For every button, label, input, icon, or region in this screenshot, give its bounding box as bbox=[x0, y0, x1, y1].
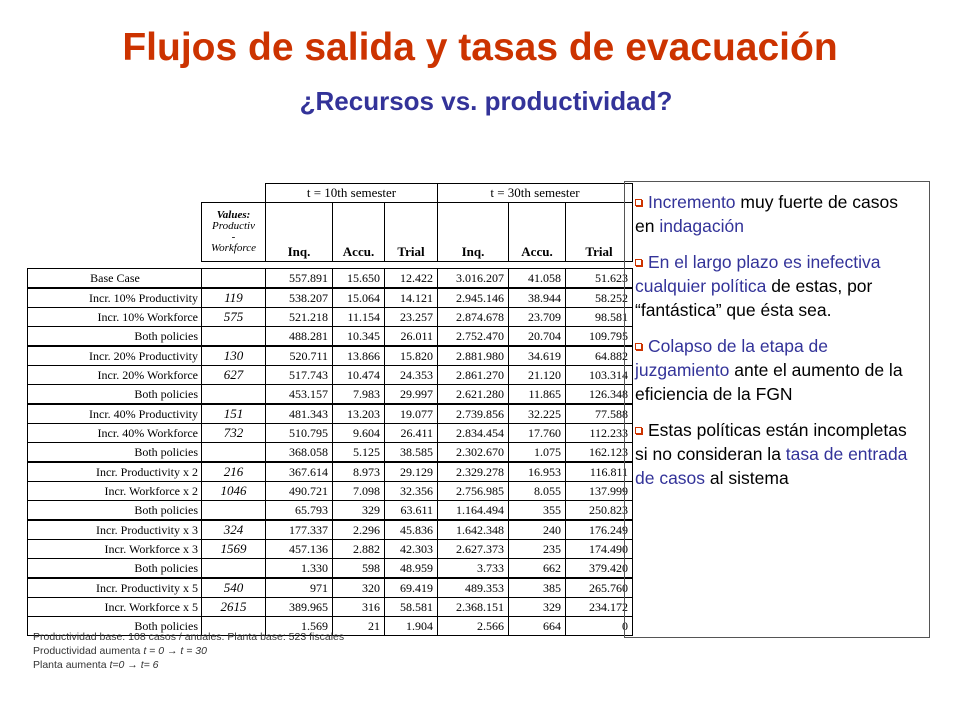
table-cell: 98.581 bbox=[566, 308, 633, 327]
row-label: Incr. 10% Workforce bbox=[28, 308, 202, 327]
table-cell: 389.965 bbox=[266, 598, 333, 617]
table-cell: 19.077 bbox=[385, 404, 438, 424]
table-row bbox=[28, 346, 633, 366]
row-value: 575 bbox=[202, 308, 266, 327]
row-value: 2615 bbox=[202, 598, 266, 617]
table-cell: 1.569 bbox=[266, 617, 333, 636]
table-cell: 21.120 bbox=[509, 366, 566, 385]
table-cell: 2.621.280 bbox=[438, 385, 509, 405]
table-cell: 367.614 bbox=[266, 462, 333, 482]
row-value: 151 bbox=[202, 404, 266, 424]
table-row bbox=[28, 327, 633, 347]
column-header: Trial bbox=[566, 203, 633, 262]
table-cell: 971 bbox=[266, 578, 333, 598]
table-cell: 11.154 bbox=[333, 308, 385, 327]
table-cell: 11.865 bbox=[509, 385, 566, 405]
table-cell: 10.474 bbox=[333, 366, 385, 385]
row-label: Both policies bbox=[28, 617, 202, 636]
table-cell: 42.303 bbox=[385, 540, 438, 559]
table-cell: 3.016.207 bbox=[438, 269, 509, 289]
table-row bbox=[28, 540, 633, 559]
table-cell: 2.302.670 bbox=[438, 443, 509, 463]
table-cell: 10.345 bbox=[333, 327, 385, 347]
table-cell: 2.834.454 bbox=[438, 424, 509, 443]
row-label: Incr. 20% Workforce bbox=[28, 366, 202, 385]
table-cell: 5.125 bbox=[333, 443, 385, 463]
table-cell: 12.422 bbox=[385, 269, 438, 289]
table-cell: 490.721 bbox=[266, 482, 333, 501]
table-row bbox=[28, 366, 633, 385]
results-table bbox=[27, 183, 633, 636]
table-cell: 26.411 bbox=[385, 424, 438, 443]
table-row bbox=[28, 443, 633, 463]
table-row bbox=[28, 308, 633, 327]
table-cell: 7.098 bbox=[333, 482, 385, 501]
table-cell: 1.075 bbox=[509, 443, 566, 463]
note-line-3: Planta aumenta t=0 → t= 6 bbox=[33, 659, 159, 671]
table-cell: 29.129 bbox=[385, 462, 438, 482]
row-label: Both policies bbox=[28, 559, 202, 579]
table-cell: 2.329.278 bbox=[438, 462, 509, 482]
table-cell: 2.861.270 bbox=[438, 366, 509, 385]
table-cell: 521.218 bbox=[266, 308, 333, 327]
table-cell: 77.588 bbox=[566, 404, 633, 424]
table-cell: 24.353 bbox=[385, 366, 438, 385]
table-cell: 329 bbox=[509, 598, 566, 617]
table-cell: 58.581 bbox=[385, 598, 438, 617]
note-line-1: Productividad base. 108 casos / anuales. Planta base: 523 fiscales bbox=[33, 631, 345, 643]
table-cell: 116.811 bbox=[566, 462, 633, 482]
bullet-item-3: Colapso de la etapa de juzgamiento ante el aumento de la eficiencia de la FGN bbox=[635, 336, 903, 404]
table-cell: 598 bbox=[333, 559, 385, 579]
bullet-panel bbox=[624, 181, 930, 638]
bullet-item-2: En el largo plazo es inefectiva cualquier política de estas, por “fantástica” que ésta sea. bbox=[635, 252, 881, 320]
table-cell: 234.172 bbox=[566, 598, 633, 617]
table-cell: 174.490 bbox=[566, 540, 633, 559]
square-bullet-icon bbox=[635, 259, 642, 266]
table-cell: 240 bbox=[509, 520, 566, 540]
row-label: Incr. 40% Productivity bbox=[28, 404, 202, 424]
table-cell: 41.058 bbox=[509, 269, 566, 289]
table-cell: 8.973 bbox=[333, 462, 385, 482]
table-cell: 481.343 bbox=[266, 404, 333, 424]
table-cell: 34.619 bbox=[509, 346, 566, 366]
row-label: Incr. Productivity x 5 bbox=[28, 578, 202, 598]
table-cell: 126.348 bbox=[566, 385, 633, 405]
table-row bbox=[28, 520, 633, 540]
table-cell: 109.795 bbox=[566, 327, 633, 347]
table-cell: 8.055 bbox=[509, 482, 566, 501]
table-cell: 385 bbox=[509, 578, 566, 598]
table-cell: 538.207 bbox=[266, 288, 333, 308]
table-cell: 23.709 bbox=[509, 308, 566, 327]
table-row bbox=[28, 424, 633, 443]
table-cell: 17.760 bbox=[509, 424, 566, 443]
table-cell: 379.420 bbox=[566, 559, 633, 579]
bullet-item-1: Incremento muy fuerte de casos en indagación bbox=[635, 192, 898, 236]
table-cell: 58.252 bbox=[566, 288, 633, 308]
table-cell: 15.650 bbox=[333, 269, 385, 289]
row-label: Incr. 20% Productivity bbox=[28, 346, 202, 366]
table-cell: 368.058 bbox=[266, 443, 333, 463]
table-cell: 64.882 bbox=[566, 346, 633, 366]
column-header: Trial bbox=[385, 203, 438, 262]
table-cell: 26.011 bbox=[385, 327, 438, 347]
table-cell: 2.881.980 bbox=[438, 346, 509, 366]
row-label: Both policies bbox=[28, 385, 202, 405]
table-cell: 177.337 bbox=[266, 520, 333, 540]
table-cell: 20.704 bbox=[509, 327, 566, 347]
table-row bbox=[28, 578, 633, 598]
page-title: Flujos de salida y tasas de evacuación bbox=[122, 26, 838, 69]
table-cell: 329 bbox=[333, 501, 385, 521]
table-cell: 38.944 bbox=[509, 288, 566, 308]
table-cell: 48.959 bbox=[385, 559, 438, 579]
table-cell: 176.249 bbox=[566, 520, 633, 540]
table-notes bbox=[33, 630, 344, 672]
column-header: Inq. bbox=[438, 203, 509, 262]
row-label: Incr. Workforce x 3 bbox=[28, 540, 202, 559]
table-cell: 520.711 bbox=[266, 346, 333, 366]
table-cell: 65.793 bbox=[266, 501, 333, 521]
table-cell: 355 bbox=[509, 501, 566, 521]
row-label: Incr. 40% Workforce bbox=[28, 424, 202, 443]
table-cell: 2.296 bbox=[333, 520, 385, 540]
group-header: t = 30th semester bbox=[438, 184, 633, 203]
table-cell: 16.953 bbox=[509, 462, 566, 482]
table-cell: 457.136 bbox=[266, 540, 333, 559]
table-cell: 23.257 bbox=[385, 308, 438, 327]
table-row bbox=[28, 482, 633, 501]
table-cell: 662 bbox=[509, 559, 566, 579]
row-value bbox=[202, 269, 266, 289]
values-label: Values: Productiv - Workforce bbox=[202, 203, 266, 262]
table-row bbox=[28, 598, 633, 617]
row-label: Both policies bbox=[28, 443, 202, 463]
row-value: 130 bbox=[202, 346, 266, 366]
table-cell: 488.281 bbox=[266, 327, 333, 347]
row-value: 1569 bbox=[202, 540, 266, 559]
row-value: 627 bbox=[202, 366, 266, 385]
table-cell: 1.330 bbox=[266, 559, 333, 579]
table-cell: 557.891 bbox=[266, 269, 333, 289]
square-bullet-icon bbox=[635, 199, 642, 206]
table-row bbox=[28, 385, 633, 405]
row-value bbox=[202, 327, 266, 347]
table-cell: 2.874.678 bbox=[438, 308, 509, 327]
table-cell: 13.866 bbox=[333, 346, 385, 366]
row-label: Incr. Workforce x 2 bbox=[28, 482, 202, 501]
table-cell: 51.623 bbox=[566, 269, 633, 289]
table-cell: 2.756.985 bbox=[438, 482, 509, 501]
table-cell: 517.743 bbox=[266, 366, 333, 385]
table-cell: 2.739.856 bbox=[438, 404, 509, 424]
bullet-item-4: Estas políticas están incompletas si no consideran la tasa de entrada de casos al sistema bbox=[635, 420, 908, 488]
table-row-base bbox=[28, 269, 633, 289]
table-cell: 250.823 bbox=[566, 501, 633, 521]
table-cell: 1.642.348 bbox=[438, 520, 509, 540]
table-cell: 265.760 bbox=[566, 578, 633, 598]
row-label: Incr. Workforce x 5 bbox=[28, 598, 202, 617]
column-header: Inq. bbox=[266, 203, 333, 262]
table-cell: 32.225 bbox=[509, 404, 566, 424]
table-cell: 32.356 bbox=[385, 482, 438, 501]
row-value bbox=[202, 559, 266, 579]
table-cell: 3.733 bbox=[438, 559, 509, 579]
table-cell: 510.795 bbox=[266, 424, 333, 443]
table-cell: 14.121 bbox=[385, 288, 438, 308]
table-cell: 0 bbox=[566, 617, 633, 636]
row-value: 732 bbox=[202, 424, 266, 443]
table-cell: 1.904 bbox=[385, 617, 438, 636]
table-cell: 2.627.373 bbox=[438, 540, 509, 559]
table-cell: 69.419 bbox=[385, 578, 438, 598]
table-cell: 2.368.151 bbox=[438, 598, 509, 617]
row-label: Incr. Productivity x 2 bbox=[28, 462, 202, 482]
square-bullet-icon bbox=[635, 343, 642, 350]
row-value: 119 bbox=[202, 288, 266, 308]
column-header: Accu. bbox=[333, 203, 385, 262]
table-cell: 15.820 bbox=[385, 346, 438, 366]
table-cell: 2.566 bbox=[438, 617, 509, 636]
table-row bbox=[28, 501, 633, 521]
row-value: 324 bbox=[202, 520, 266, 540]
table-cell: 489.353 bbox=[438, 578, 509, 598]
row-label: Both policies bbox=[28, 501, 202, 521]
table-cell: 7.983 bbox=[333, 385, 385, 405]
row-value bbox=[202, 443, 266, 463]
table-cell: 664 bbox=[509, 617, 566, 636]
table-cell: 15.064 bbox=[333, 288, 385, 308]
table-row bbox=[28, 404, 633, 424]
table-cell: 2.752.470 bbox=[438, 327, 509, 347]
table-cell: 45.836 bbox=[385, 520, 438, 540]
table-cell: 13.203 bbox=[333, 404, 385, 424]
row-value: 540 bbox=[202, 578, 266, 598]
table-cell: 162.123 bbox=[566, 443, 633, 463]
table-cell: 38.585 bbox=[385, 443, 438, 463]
table-cell: 21 bbox=[333, 617, 385, 636]
row-value: 1046 bbox=[202, 482, 266, 501]
table-cell: 2.945.146 bbox=[438, 288, 509, 308]
row-value: 216 bbox=[202, 462, 266, 482]
table-cell: 29.997 bbox=[385, 385, 438, 405]
arrow-icon: → bbox=[127, 659, 138, 671]
table-cell: 316 bbox=[333, 598, 385, 617]
table-cell: 63.611 bbox=[385, 501, 438, 521]
table-cell: 320 bbox=[333, 578, 385, 598]
table-cell: 9.604 bbox=[333, 424, 385, 443]
row-label: Both policies bbox=[28, 327, 202, 347]
note-line-2: Productividad aumenta t = 0 → t = 30 bbox=[33, 645, 207, 657]
table-row bbox=[28, 462, 633, 482]
row-label: Incr. Productivity x 3 bbox=[28, 520, 202, 540]
table-cell: 103.314 bbox=[566, 366, 633, 385]
row-label: Incr. 10% Productivity bbox=[28, 288, 202, 308]
table-row bbox=[28, 559, 633, 579]
table-cell: 112.233 bbox=[566, 424, 633, 443]
row-value bbox=[202, 385, 266, 405]
column-header: Accu. bbox=[509, 203, 566, 262]
table-cell: 453.157 bbox=[266, 385, 333, 405]
table-cell: 137.999 bbox=[566, 482, 633, 501]
arrow-icon: → bbox=[166, 645, 178, 657]
row-label: Base Case bbox=[28, 269, 202, 289]
page-subtitle: ¿Recursos vs. productividad? bbox=[299, 86, 673, 116]
table-row bbox=[28, 288, 633, 308]
table-cell: 1.164.494 bbox=[438, 501, 509, 521]
square-bullet-icon bbox=[635, 427, 642, 434]
row-value bbox=[202, 501, 266, 521]
table-cell: 2.882 bbox=[333, 540, 385, 559]
group-header: t = 10th semester bbox=[266, 184, 438, 203]
table-cell: 235 bbox=[509, 540, 566, 559]
